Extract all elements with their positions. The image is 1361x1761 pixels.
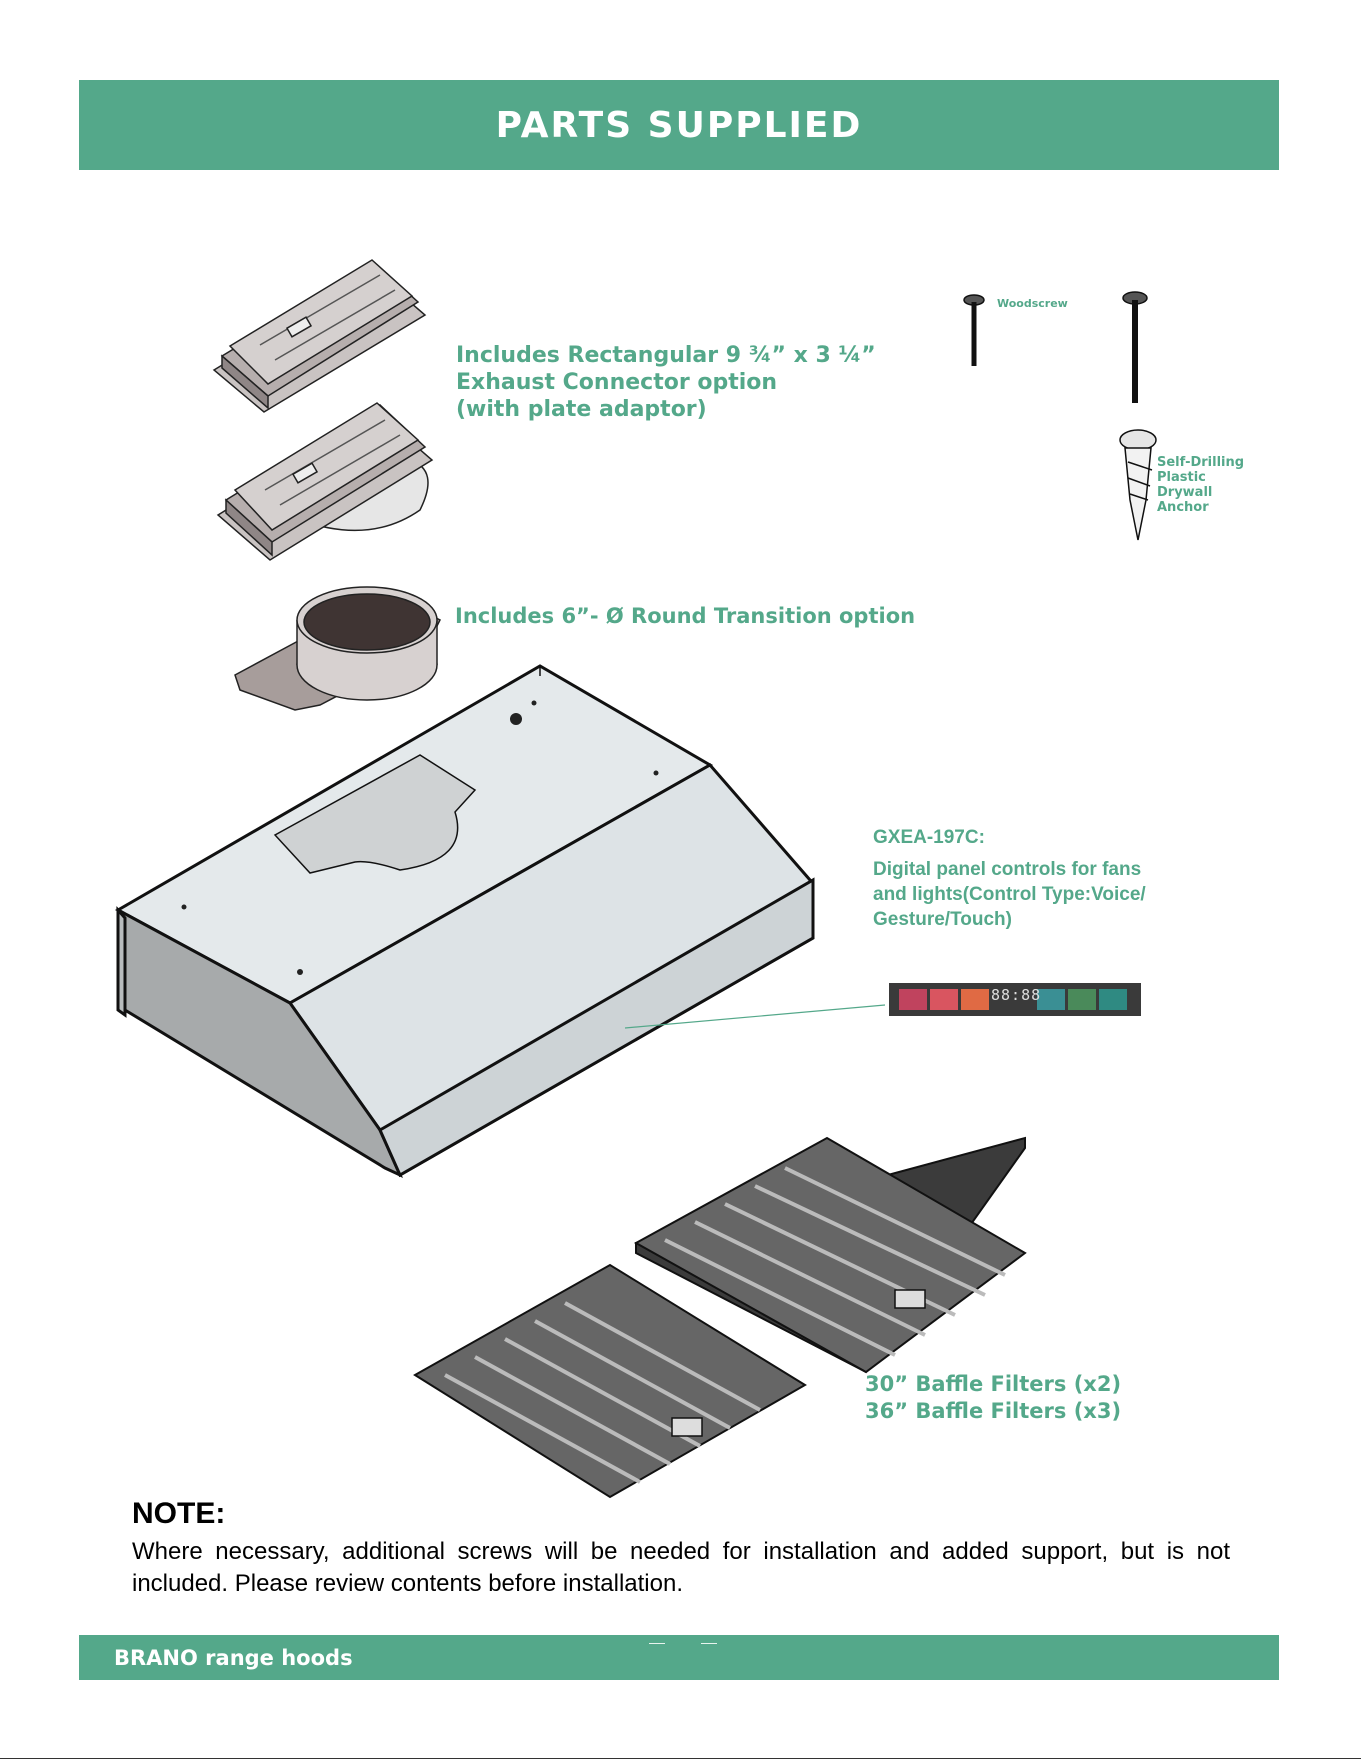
- round-transition-illustration: [235, 587, 440, 710]
- anchor-line1: Self-Drilling: [1157, 455, 1245, 470]
- footer-bar: [79, 1635, 1279, 1680]
- control-model-label: GXEA-197C:: [873, 827, 985, 848]
- anchor-line4: Anchor: [1157, 500, 1209, 515]
- control-desc-line1: Digital panel controls for fans: [873, 859, 1142, 880]
- footer-divider: [701, 1643, 717, 1644]
- rect-connector-line1: Includes Rectangular 9 ¾” x 3 ¼”: [456, 343, 876, 368]
- page-title: PARTS SUPPLIED: [495, 104, 863, 146]
- range-hood-illustration: [118, 666, 885, 1175]
- control-desc-line3: Gesture/Touch): [873, 909, 1012, 930]
- rect-connector-top-illustration: [214, 260, 425, 412]
- drywall-anchor-illustration: [1120, 430, 1156, 540]
- rect-connector-line3: (with plate adaptor): [456, 397, 707, 422]
- control-panel-display: 88:88: [991, 986, 1042, 1004]
- control-panel-description: [873, 857, 1203, 932]
- filters-label: [865, 1371, 1121, 1425]
- filters-line1: 30” Baffle Filters (x2): [865, 1372, 1122, 1396]
- footer-divider: [649, 1643, 665, 1644]
- note-title: NOTE:: [132, 1497, 226, 1530]
- anchor-line3: Drywall: [1157, 485, 1213, 500]
- page-bottom-rule: [0, 1758, 1361, 1759]
- anchor-label: [1157, 455, 1244, 515]
- note-body: Where necessary, additional screws will be needed for installation and added support, but is not included. Please review contents before installation.: [132, 1538, 1230, 1597]
- round-transition-label: Includes 6”- Ø Round Transition option: [455, 604, 916, 628]
- filters-line2: 36” Baffle Filters (x3): [865, 1399, 1122, 1423]
- footer-brand: BRANO range hoods: [114, 1646, 353, 1670]
- woodscrew-label: Woodscrew: [997, 297, 1068, 310]
- rect-connector-line2: Exhaust Connector option: [456, 370, 778, 395]
- rect-connector-label: [456, 342, 876, 423]
- control-desc-line2: and lights(Control Type:Voice/: [873, 884, 1146, 905]
- rect-connector-plate-illustration: [218, 403, 432, 560]
- anchor-line2: Plastic: [1157, 470, 1206, 485]
